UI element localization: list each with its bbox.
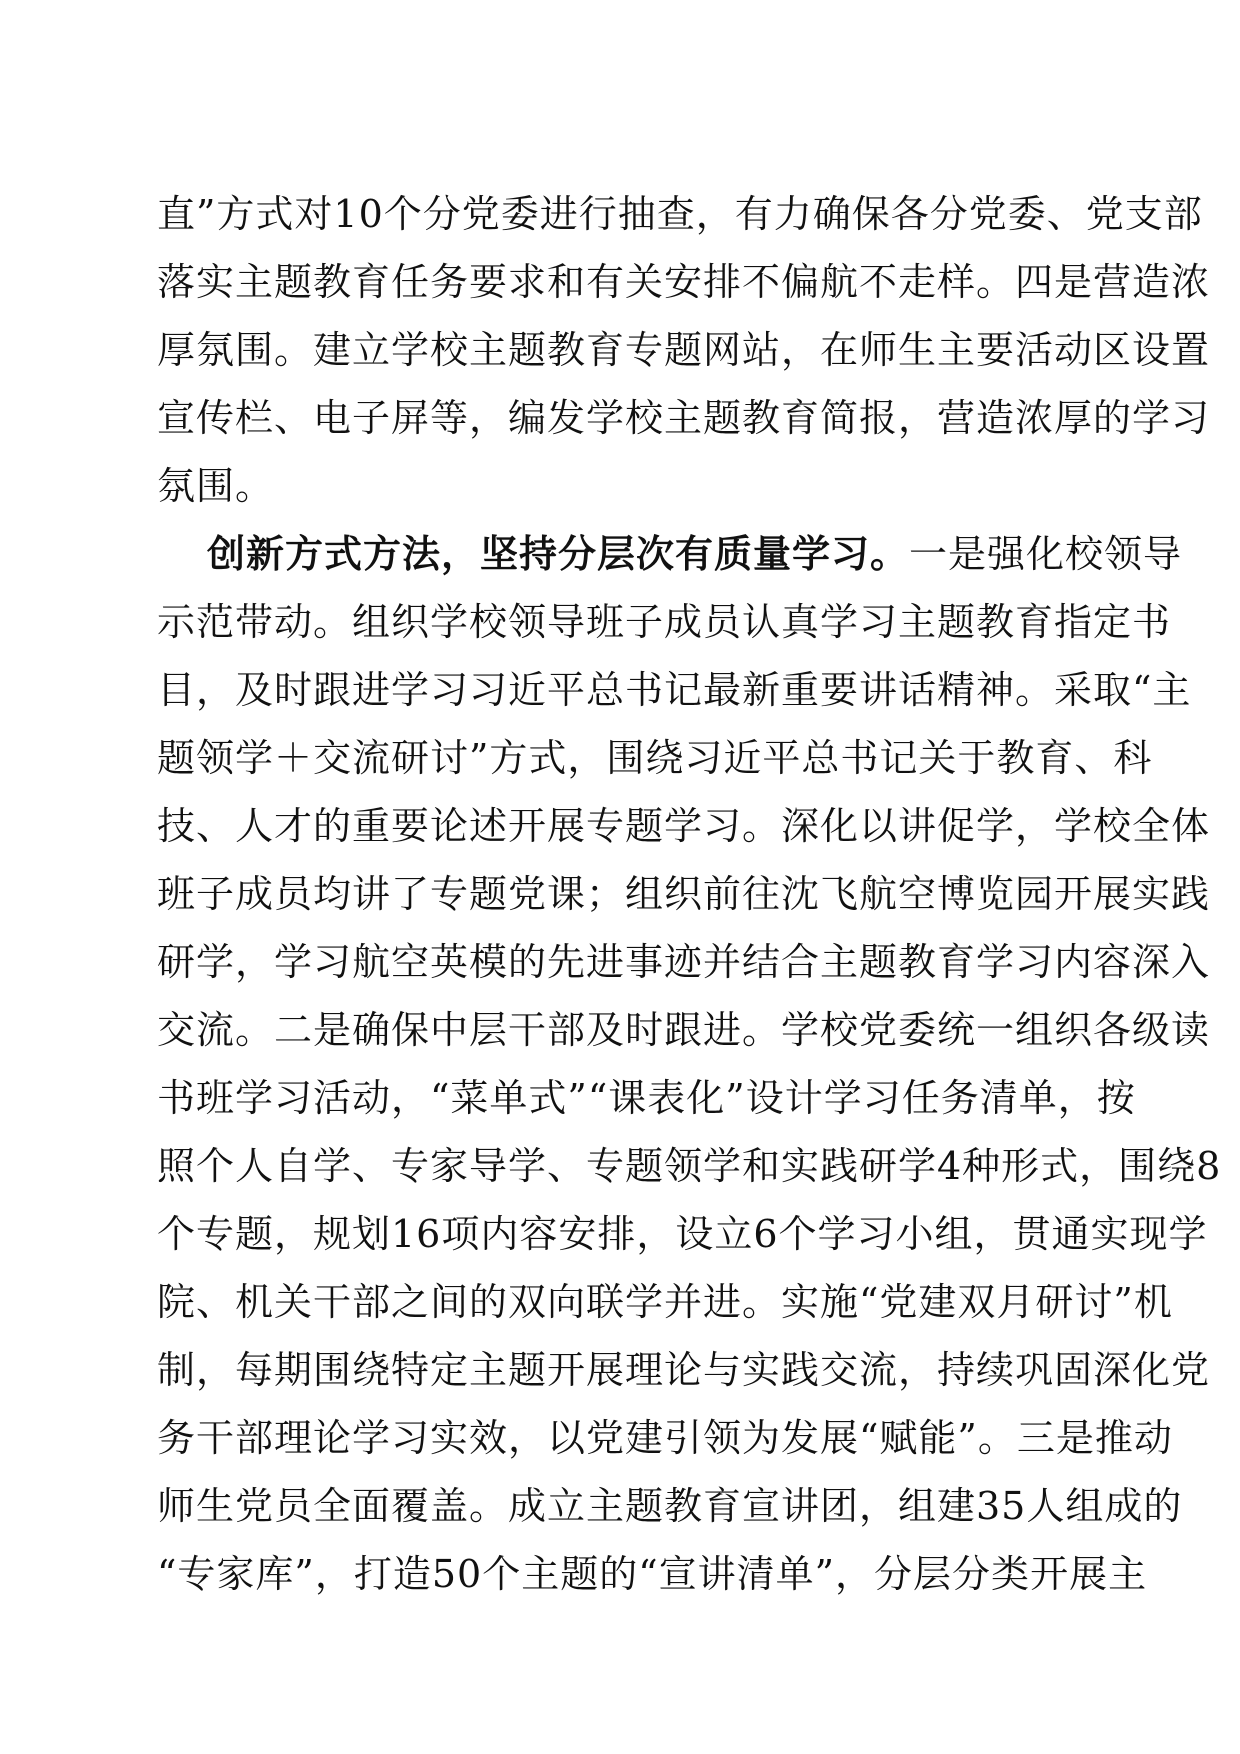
text-line: 厚氛围。建立学校主题教育专题网站，在师生主要活动区设置: [157, 328, 1211, 372]
text-line: 氛围。: [157, 464, 275, 508]
text-line: 院、机关干部之间的双向联学并进。实施“党建双月研讨”机: [157, 1280, 1173, 1324]
text-line: 交流。二是确保中层干部及时跟进。学校党委统一组织各级读: [157, 1008, 1211, 1052]
text-line: 务干部理论学习实效，以党建引领为发展“赋能”。三是推动: [157, 1416, 1173, 1460]
text-span: 一是强化校领导: [909, 532, 1183, 576]
text-line: 书班学习活动，“菜单式”“课表化”设计学习任务清单，按: [157, 1076, 1136, 1120]
text-line: 个专题，规划16项内容安排，设立6个学习小组，贯通实现学: [157, 1212, 1208, 1256]
body-text: [157, 180, 1222, 1608]
text-line: 师生党员全面覆盖。成立主题教育宣讲团，组建35人组成的: [157, 1484, 1183, 1528]
text-line: 落实主题教育任务要求和有关安排不偏航不走样。四是营造浓: [157, 260, 1211, 304]
paragraph-2: [157, 520, 1222, 1608]
text-line: “专家库”，打造50个主题的“宣讲清单”，分层分类开展主: [157, 1552, 1148, 1596]
paragraph-1: [157, 180, 1211, 520]
text-line: 示范带动。组织学校领导班子成员认真学习主题教育指定书: [157, 600, 1172, 644]
paragraph-heading: 创新方式方法，坚持分层次有质量学习。: [207, 532, 910, 576]
paragraph-first-line: [157, 520, 1183, 588]
text-line: 题领学＋交流研讨”方式，围绕习近平总书记关于教育、科: [157, 736, 1153, 780]
text-line: 研学，学习航空英模的先进事迹并结合主题教育学习内容深入: [157, 940, 1211, 984]
text-line: 目，及时跟进学习习近平总书记最新重要讲话精神。采取“主: [157, 668, 1192, 712]
text-line: 直”方式对10个分党委进行抽查，有力确保各分党委、党支部: [157, 192, 1203, 236]
text-line: 制，每期围绕特定主题开展理论与实践交流，持续巩固深化党: [157, 1348, 1211, 1392]
text-line: 照个人自学、专家导学、专题领学和实践研学4种形式，围绕8: [157, 1144, 1222, 1188]
text-line: 宣传栏、电子屏等，编发学校主题教育简报，营造浓厚的学习: [157, 396, 1211, 440]
text-line: 技、人才的重要论述开展专题学习。深化以讲促学，学校全体: [157, 804, 1211, 848]
text-line: 班子成员均讲了专题党课；组织前往沈飞航空博览园开展实践: [157, 872, 1211, 916]
